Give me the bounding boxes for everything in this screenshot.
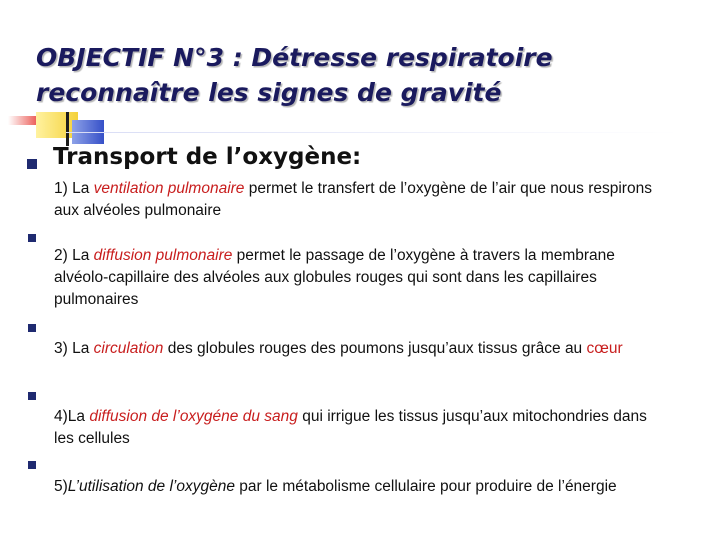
item-3-prefix: 3) La bbox=[54, 340, 94, 357]
bullet-icon bbox=[28, 461, 36, 469]
item-4-text: qui irrigue les tissus jusqu’aux mitochondries dans les cellules bbox=[54, 408, 647, 447]
section-heading: Transport de l’oxygène: bbox=[53, 144, 362, 170]
title-line-1: OBJECTIF N°3 : Détresse respiratoire bbox=[36, 43, 553, 72]
heading-bullet-icon bbox=[27, 159, 37, 169]
list-item-3 bbox=[54, 338, 654, 360]
item-3-highlight: circulation bbox=[93, 340, 164, 357]
item-1-text: permet le transfert de l’oxygène de l’air que nous respirons aux alvéoles pulmonaire bbox=[54, 180, 652, 219]
decoration-rule bbox=[66, 132, 680, 133]
title-line-2: reconnaître les signes de gravité bbox=[36, 78, 502, 107]
item-1-highlight: ventilation pulmonaire bbox=[93, 180, 245, 197]
bullet-icon bbox=[28, 392, 36, 400]
list-item-1 bbox=[54, 178, 654, 222]
bullet-icon bbox=[28, 234, 36, 242]
list-item-5 bbox=[54, 476, 654, 498]
item-2-text: permet le passage de l’oxygène à travers la membrane alvéolo-capillaire des alvéoles aux globules rouges qui sont dans les capillaires pulmonaires bbox=[54, 247, 615, 308]
item-5-text: par le métabolisme cellulaire pour produire de l’énergie bbox=[234, 478, 617, 495]
decoration-stem bbox=[66, 112, 69, 146]
item-2-prefix: 2) La bbox=[54, 247, 94, 264]
item-4-prefix: 4)La bbox=[54, 408, 90, 425]
list-item-2 bbox=[54, 245, 654, 311]
item-2-highlight: diffusion pulmonaire bbox=[93, 247, 233, 264]
item-3-highlight-2: cœur bbox=[586, 340, 623, 357]
item-4-highlight: diffusion de l’oxygéne du sang bbox=[89, 408, 298, 425]
list-item-4 bbox=[54, 406, 654, 450]
item-5-highlight: L’utilisation de l’oxygène bbox=[67, 478, 235, 495]
item-3-text: des globules rouges des poumons jusqu’aux tissus grâce au bbox=[163, 340, 587, 357]
item-5-prefix: 5) bbox=[54, 478, 68, 495]
bullet-icon bbox=[28, 324, 36, 332]
item-1-prefix: 1) La bbox=[54, 180, 94, 197]
slide-title bbox=[36, 40, 676, 110]
